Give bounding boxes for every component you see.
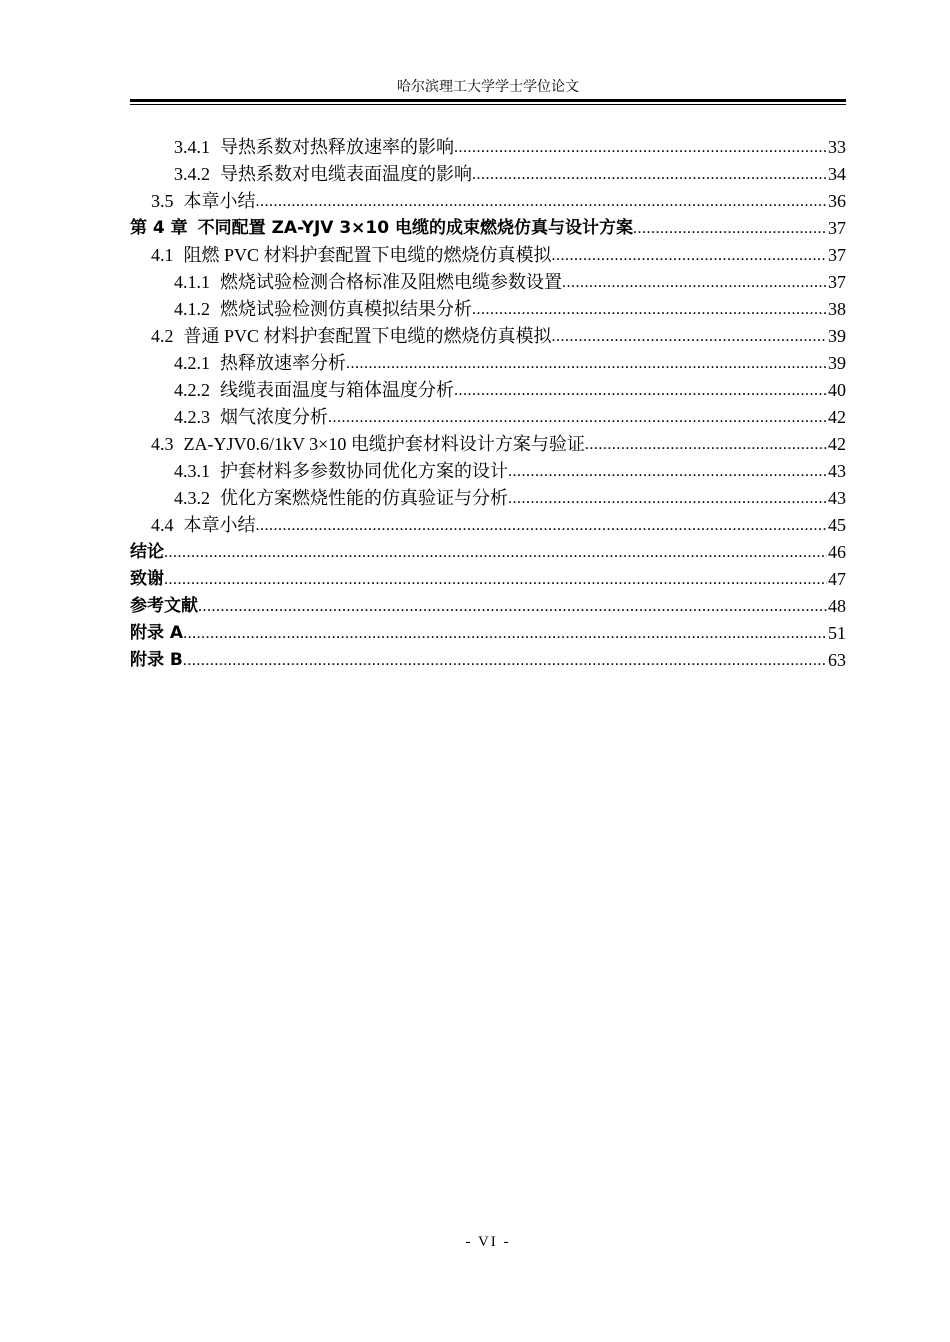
toc-dot-leader — [328, 408, 827, 428]
toc-entry-page: 37 — [828, 218, 846, 238]
toc-entry[interactable] — [130, 563, 846, 590]
toc-entry[interactable] — [130, 131, 846, 158]
toc-dot-leader — [472, 300, 827, 320]
toc-entry-page: 48 — [828, 596, 846, 616]
toc-entry-page: 36 — [828, 191, 846, 211]
running-header-title: 哈尔滨理工大学学士学位论文 — [397, 80, 579, 95]
toc-entry-text — [130, 595, 198, 617]
toc-entry[interactable] — [130, 158, 846, 185]
toc-entry-page: 43 — [828, 488, 846, 508]
toc-entry-text — [174, 406, 328, 428]
page-number: - VI - — [465, 1234, 511, 1250]
toc-entry-title: 烟气浓度分析 — [220, 407, 328, 427]
toc-entry-number: 第 4 章 — [130, 218, 188, 238]
toc-entry-text — [130, 541, 164, 563]
toc-entry-page: 46 — [828, 542, 846, 562]
toc-entry-number: 4.2.1 — [174, 353, 210, 373]
toc-entry-title: 普通 PVC 材料护套配置下电缆的燃烧仿真模拟 — [183, 326, 552, 346]
toc-entry-title: 阻燃 PVC 材料护套配置下电缆的燃烧仿真模拟 — [183, 245, 552, 265]
toc-entry-page: 63 — [828, 650, 846, 670]
toc-entry-text — [151, 325, 552, 347]
toc-entry[interactable] — [130, 536, 846, 563]
toc-dot-leader — [183, 624, 827, 644]
toc-dot-leader — [508, 489, 827, 509]
toc-entry-title: 本章小结 — [183, 515, 256, 535]
toc-entry-title: 结论 — [130, 542, 164, 562]
toc-entry-text — [151, 514, 256, 536]
toc-entry[interactable] — [130, 239, 846, 266]
toc-entry[interactable] — [130, 482, 846, 509]
toc-entry-number: 4.2.3 — [174, 407, 210, 427]
toc-entry-text — [174, 163, 472, 185]
toc-entry[interactable] — [130, 293, 846, 320]
toc-dot-leader — [198, 597, 827, 617]
toc-entry-page: 37 — [828, 272, 846, 292]
toc-entry-number: 4.2 — [151, 326, 174, 346]
toc-entry-text — [130, 622, 183, 644]
toc-dot-leader — [256, 192, 828, 212]
toc-dot-leader — [454, 381, 827, 401]
toc-entry-page: 40 — [828, 380, 846, 400]
toc-entry-text — [174, 352, 346, 374]
toc-dot-leader — [508, 462, 827, 482]
toc-entry-number: 4.4 — [151, 515, 174, 535]
toc-entry-page: 42 — [828, 434, 846, 454]
toc-entry[interactable] — [130, 428, 846, 455]
toc-entry-number: 4.1 — [151, 245, 174, 265]
toc-entry-title: 不同配置 ZA-YJV 3×10 电缆的成束燃烧仿真与设计方案 — [197, 218, 633, 238]
toc-entry-number: 3.5 — [151, 191, 174, 211]
toc-entry-number: 3.4.2 — [174, 164, 210, 184]
toc-entry-title: 护套材料多参数协同优化方案的设计 — [220, 461, 508, 481]
toc-entry-text — [151, 244, 552, 266]
toc-entry-number: 4.2.2 — [174, 380, 210, 400]
toc-entry-number: 4.3 — [151, 434, 174, 454]
toc-entry-page: 45 — [828, 515, 846, 535]
toc-entry[interactable] — [130, 266, 846, 293]
toc-entry[interactable] — [130, 644, 846, 671]
toc-entry-title: 燃烧试验检测合格标准及阻燃电缆参数设置 — [220, 272, 562, 292]
toc-entry-text — [151, 433, 585, 455]
toc-entry[interactable] — [130, 455, 846, 482]
toc-entry-number: 4.3.2 — [174, 488, 210, 508]
toc-entry-text — [174, 136, 454, 158]
toc-entry[interactable] — [130, 401, 846, 428]
toc-entry-title: 致谢 — [130, 569, 164, 589]
toc-dot-leader — [346, 354, 827, 374]
toc-entry-text — [174, 271, 562, 293]
toc-dot-leader — [256, 516, 828, 536]
toc-entry-title: 优化方案燃烧性能的仿真验证与分析 — [220, 488, 508, 508]
toc-entry-number: 4.1.1 — [174, 272, 210, 292]
toc-entry[interactable] — [130, 347, 846, 374]
toc-entry-text — [130, 649, 183, 671]
toc-entry[interactable] — [130, 590, 846, 617]
toc-dot-leader — [164, 570, 827, 590]
toc-entry[interactable] — [130, 617, 846, 644]
toc-entry-page: 33 — [828, 137, 846, 157]
toc-entry-title: 燃烧试验检测仿真模拟结果分析 — [220, 299, 472, 319]
toc-entry-page: 47 — [828, 569, 846, 589]
toc-entry-title: 参考文献 — [130, 596, 198, 616]
toc-entry-page: 43 — [828, 461, 846, 481]
toc-dot-leader — [472, 165, 827, 185]
toc-dot-leader — [164, 543, 827, 563]
toc-entry-text — [174, 379, 454, 401]
toc-entry-page: 51 — [828, 623, 846, 643]
toc-entry-number: 4.3.1 — [174, 461, 210, 481]
toc-dot-leader — [454, 138, 827, 158]
toc-entry-text — [130, 568, 164, 590]
toc-entry-title: 导热系数对热释放速率的影响 — [220, 137, 454, 157]
table-of-contents — [130, 131, 846, 671]
toc-dot-leader — [183, 651, 827, 671]
toc-entry-title: 附录 B — [130, 650, 183, 670]
toc-dot-leader — [633, 219, 827, 239]
toc-entry-title: 热释放速率分析 — [220, 353, 346, 373]
toc-entry-text — [151, 190, 256, 212]
toc-entry-page: 42 — [828, 407, 846, 427]
toc-entry-text — [174, 487, 508, 509]
toc-dot-leader — [552, 246, 827, 266]
toc-dot-leader — [552, 327, 827, 347]
toc-entry-title: 本章小结 — [183, 191, 256, 211]
toc-entry-number: 3.4.1 — [174, 137, 210, 157]
toc-entry-title: 导热系数对电缆表面温度的影响 — [220, 164, 472, 184]
header-rule-thick — [130, 99, 846, 102]
toc-entry[interactable] — [130, 374, 846, 401]
toc-entry-text — [130, 217, 633, 239]
toc-entry-text — [174, 298, 472, 320]
toc-dot-leader — [585, 435, 827, 455]
toc-entry[interactable] — [130, 212, 846, 239]
toc-entry[interactable] — [130, 320, 846, 347]
toc-entry[interactable] — [130, 185, 846, 212]
toc-entry-page: 37 — [828, 245, 846, 265]
toc-entry-title: ZA-YJV0.6/1kV 3×10 电缆护套材料设计方案与验证 — [183, 434, 585, 454]
toc-entry-text — [174, 460, 508, 482]
toc-entry-number: 4.1.2 — [174, 299, 210, 319]
toc-entry-title: 线缆表面温度与箱体温度分析 — [220, 380, 454, 400]
toc-entry-page: 39 — [828, 353, 846, 373]
header-rule-thin — [130, 104, 846, 105]
toc-dot-leader — [562, 273, 827, 293]
toc-entry[interactable] — [130, 509, 846, 536]
toc-entry-page: 34 — [828, 164, 846, 184]
toc-entry-title: 附录 A — [130, 623, 184, 643]
toc-entry-page: 39 — [828, 326, 846, 346]
toc-entry-page: 38 — [828, 299, 846, 319]
